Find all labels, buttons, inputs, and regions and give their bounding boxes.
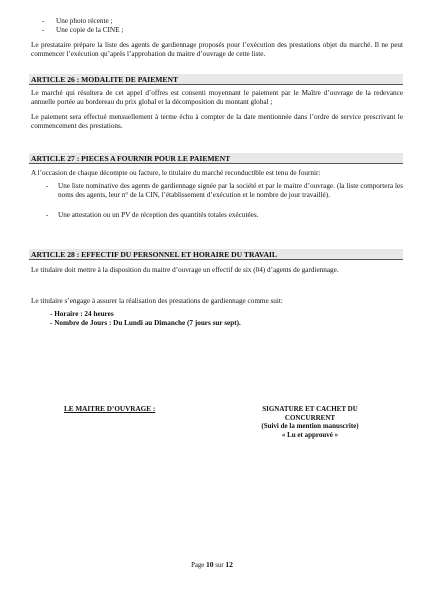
article-28-paragraph-1: Le titulaire doit mettre à la disposition du maitre d’ouvrage un effectif de six (04) d’agents de gardiennage. <box>31 266 339 274</box>
page-footer: Page 10 sur 12 <box>191 560 233 569</box>
list-item: - Une attestation ou un PV de réception des quantités totales exécutées. <box>46 211 259 219</box>
contractor-signature-block <box>240 405 380 439</box>
contractor-signature-line-1: SIGNATURE ET CACHET DU <box>262 405 358 413</box>
contractor-signature-line-4: « Lu et approuvé » <box>281 430 339 439</box>
schedule-days: - Nombre de Jours : Du Lundi au Dimanche (7 jours sur sept). <box>50 319 241 327</box>
article-26-paragraph-2: Le paiement sera effectué mensuellement à terme échu à compter de la date mentionnée dans l’ordre de service prescrivant le commencement des prestations. <box>31 113 403 130</box>
article-28-heading: ARTICLE 28 : EFFECTIF DU PERSONNEL ET HORAIRE DU TRAVAIL <box>29 249 403 260</box>
article-26-heading: ARTICLE 26 : MODALITE DE PAIEMENT <box>29 74 403 85</box>
list-item: - Une copie de la CINE ; <box>42 26 124 34</box>
contractor-signature-line-2: CONCURRENT <box>284 413 336 422</box>
schedule-hours: - Horaire : 24 heures <box>50 310 114 318</box>
article-27-heading: ARTICLE 27 : PIECES A FOURNIR POUR LE PAIEMENT <box>29 153 403 164</box>
list-item: - Une liste nominative des agents de gardiennage signée par la société et par le maitre d’ouvrage. (la liste comportera les noms des agents, leur n° de la CIN, l’établissement d’exécution et le nombre de jour travaillé). <box>46 182 403 199</box>
list-item: - Une photo récente ; <box>42 17 113 25</box>
article-27-intro: A l’occasion de chaque décompte ou facture, le titulaire du marché reconductible est tenu de fournir: <box>31 169 321 177</box>
article-28-paragraph-2: Le titulaire s’engage à assurer la réalisation des prestations de gardiennage comme suit: <box>31 297 283 305</box>
client-signature-label: LE MAITRE D’OUVRAGE : <box>64 405 156 413</box>
intro-paragraph: Le prestataire prépare la liste des agents de gardiennage proposés pour l’exécution des prestations objet du marché. Il ne peut commencer l’exécution qu’après l’approbation du maitre d’ouvrage de cette liste. <box>31 41 403 58</box>
article-26-paragraph-1: Le marché qui résultera de cet appel d’offres est consenti moyennant le paiement par le Maître d’ouvrage de la redevance annuelle portée au bordereau du prix global et la décomposition du montant global ; <box>31 89 403 106</box>
contractor-signature-line-3: (Suivi de la mention manuscrite) <box>261 422 359 430</box>
